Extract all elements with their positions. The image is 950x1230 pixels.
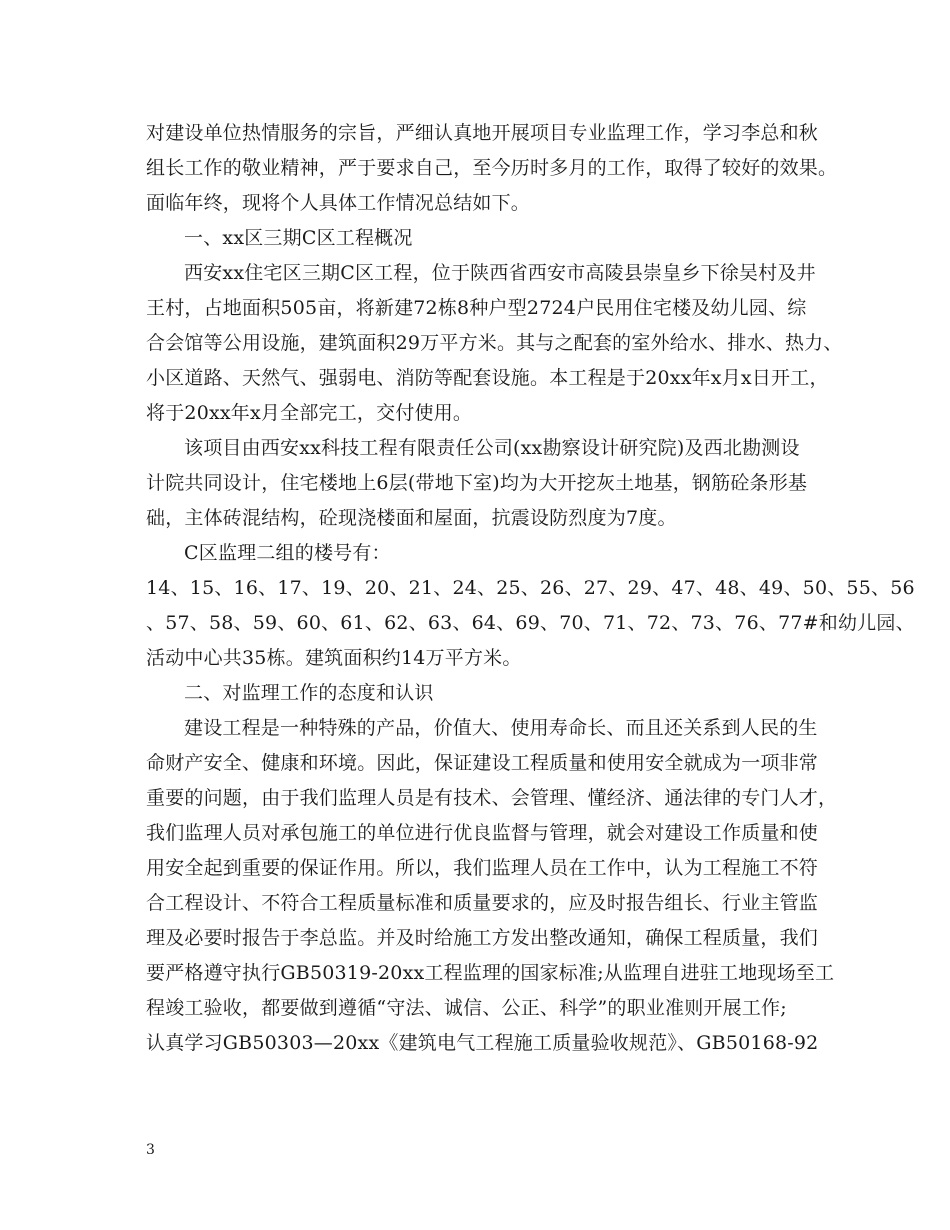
text-line: 一、xx区三期C区工程概况	[184, 227, 413, 249]
text-line: 活动中心共35栋。建筑面积约14万平方米。	[146, 647, 522, 669]
text-line: 西安xx住宅区三期C区工程，位于陕西省西安市高陵县崇皇乡下徐吴村及井	[184, 262, 816, 284]
text-line: 王村，占地面积505亩，将新建72栋8种户型2724户民用住宅楼及幼儿园、综	[146, 297, 807, 319]
body-text	[146, 116, 915, 1061]
text-line: 将于20xx年x月全部完工，交付使用。	[146, 402, 473, 424]
text-line: 理及必要时报告于李总监。并及时给施工方发出整改通知，确保工程质量，我们	[146, 927, 819, 949]
text-line: 合会馆等公用设施，建筑面积29万平方米。其与之配套的室外给水、排水、热力、	[146, 332, 843, 354]
text-line: 要严格遵守执行GB50319-20xx工程监理的国家标准;从监理自进驻工地现场至工	[146, 962, 835, 984]
text-line: 该项目由西安xx科技工程有限责任公司(xx勘察设计研究院)及西北勘测设	[184, 437, 800, 459]
text-line: 程竣工验收，都要做到遵循“守法、诚信、公正、科学”的职业准则开展工作;	[146, 997, 787, 1019]
text-line: 我们监理人员对承包施工的单位进行优良监督与管理，就会对建设工作质量和使	[146, 822, 819, 844]
text-line: 14、15、16、17、19、20、21、24、25、26、27、29、47、48、49、50、55、56	[146, 577, 915, 599]
text-line: 建设工程是一种特殊的产品，价值大、使用寿命长、而且还关系到人民的生	[184, 717, 818, 739]
page-number: 3	[146, 1142, 155, 1158]
text-line: 小区道路、天然气、强弱电、消防等配套设施。本工程是于20xx年x月x日开工，	[146, 367, 829, 389]
text-line: 重要的问题，由于我们监理人员是有技术、会管理、懂经济、通法律的专门人才，	[146, 787, 838, 809]
text-line: 面临年终，现将个人具体工作情况总结如下。	[146, 192, 531, 214]
text-line: 、57、58、59、60、61、62、63、64、69、70、71、72、73、76、77#和幼儿园、	[146, 612, 915, 634]
text-line: 二、对监理工作的态度和认识	[184, 682, 434, 704]
text-line: 对建设单位热情服务的宗旨，严细认真地开展项目专业监理工作，学习李总和秋	[146, 122, 819, 144]
text-line: 认真学习GB50303—20xx《建筑电气工程施工质量验收规范》、GB50168-92	[146, 1032, 819, 1054]
text-line: 用安全起到重要的保证作用。所以，我们监理人员在工作中，认为工程施工不符	[146, 857, 819, 879]
text-line: 组长工作的敬业精神，严于要求自己，至今历时多月的工作，取得了较好的效果。	[146, 157, 838, 179]
text-line: C区监理二组的楼号有：	[184, 542, 391, 564]
text-line: 础，主体砖混结构，砼现浇楼面和屋面，抗震设防烈度为7度。	[146, 507, 677, 529]
text-line: 合工程设计、不符合工程质量标准和质量要求的，应及时报告组长、行业主管监	[146, 892, 819, 914]
text-line: 计院共同设计，住宅楼地上6层(带地下室)均为大开挖灰土地基，钢筋砼条形基	[146, 472, 808, 494]
text-line: 命财产安全、健康和环境。因此，保证建设工程质量和使用安全就成为一项非常	[146, 752, 819, 774]
